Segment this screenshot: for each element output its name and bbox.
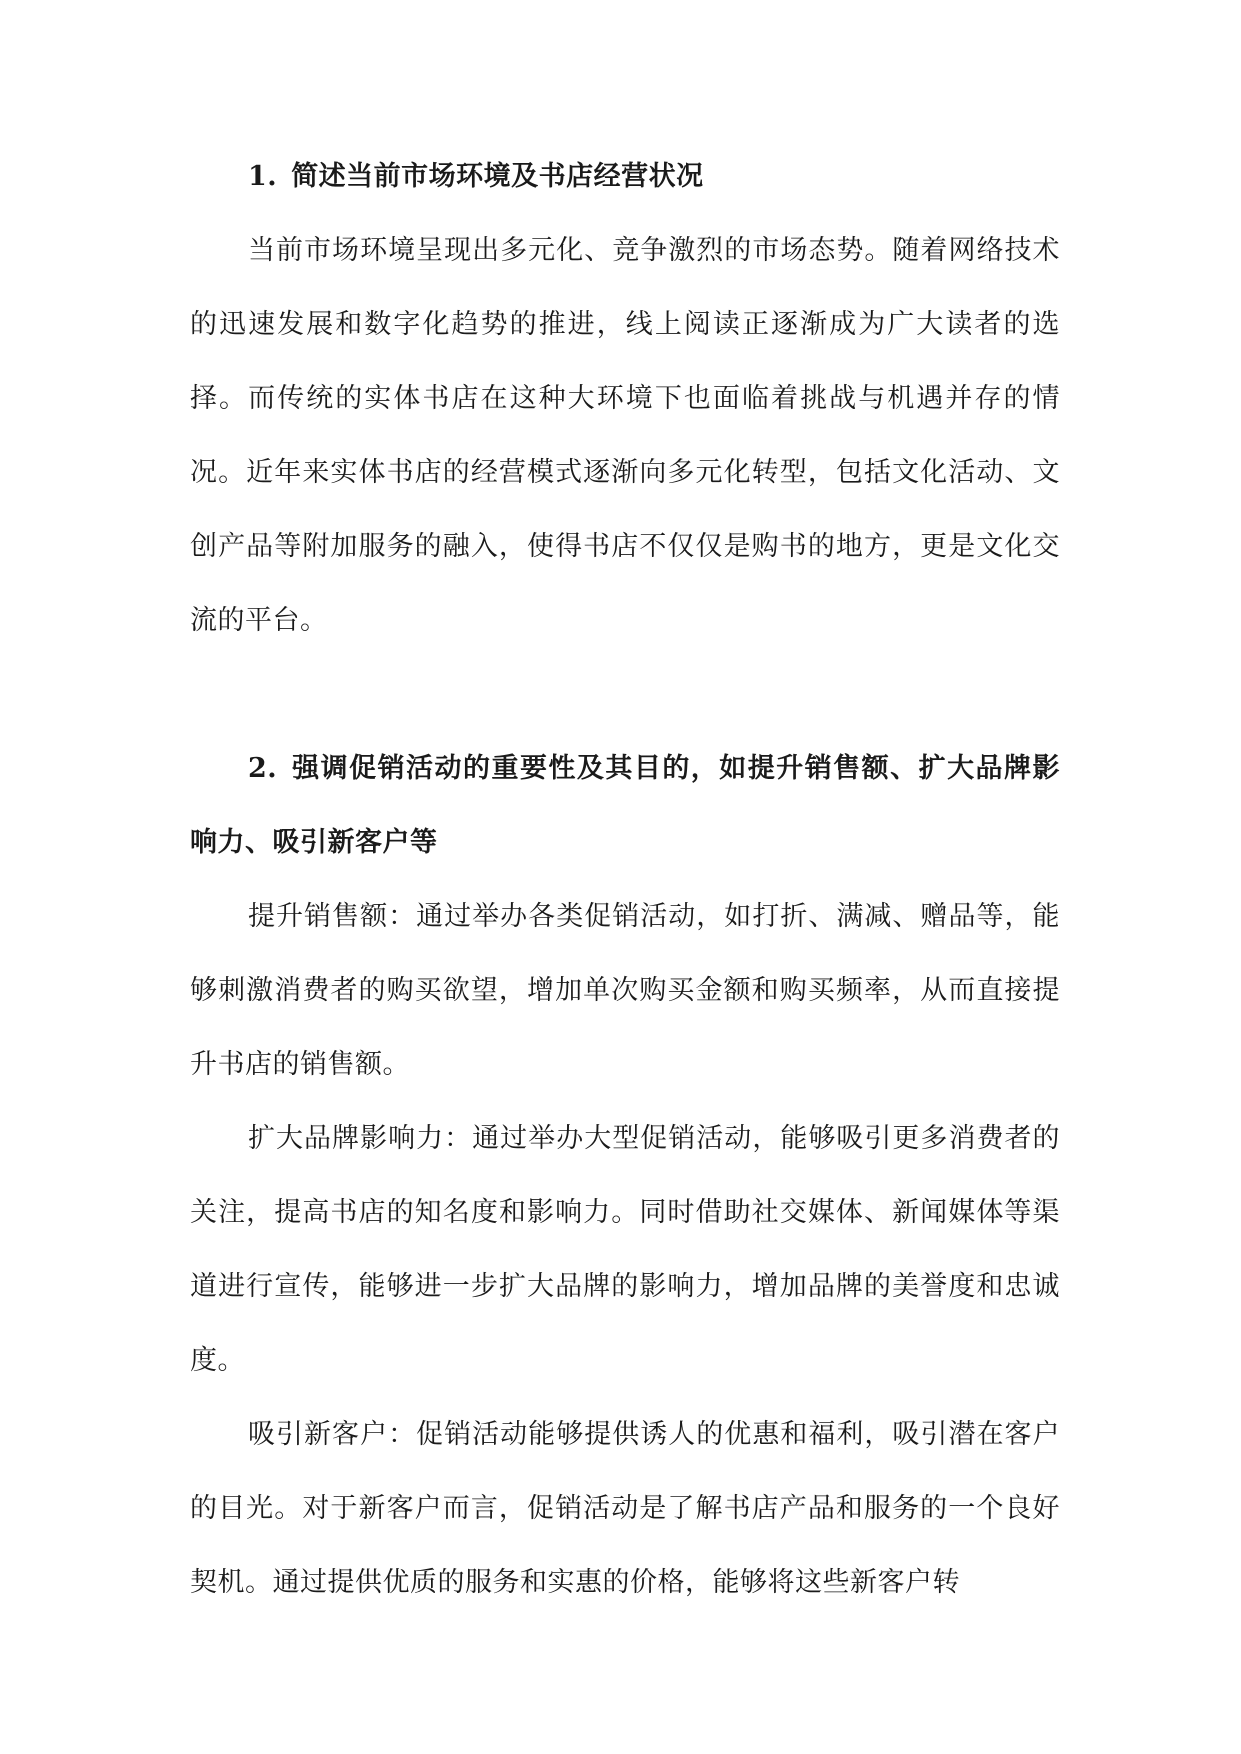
paragraph: 提升销售额：通过举办各类促销活动，如打折、满减、赠品等，能够刺激消费者的购买欲望，增加单次购买金额和购买频率，从而直接提升书店的销售额。 — [190, 901, 1060, 1080]
section-title: 简述当前市场环境及书店经营状况 — [291, 161, 704, 192]
section-heading-1 — [190, 140, 1060, 214]
paragraph: 扩大品牌影响力：通过举办大型促销活动，能够吸引更多消费者的关注，提高书店的知名度和影响力。同时借助社交媒体、新闻媒体等渠道进行宣传，能够进一步扩大品牌的影响力，增加品牌的美誉度和忠诚度。 — [190, 1123, 1060, 1376]
section-spacer — [190, 658, 1060, 732]
section-heading-2 — [190, 732, 1060, 880]
document-page — [190, 140, 1060, 1620]
paragraph: 吸引新客户：促销活动能够提供诱人的优惠和福利，吸引潜在客户的目光。对于新客户而言，促销活动是了解书店产品和服务的一个良好契机。通过提供优质的服务和实惠的价格，能够将这些新客户转 — [190, 1419, 1060, 1598]
paragraph: 当前市场环境呈现出多元化、竞争激烈的市场态势。随着网络技术的迅速发展和数字化趋势的推进，线上阅读正逐渐成为广大读者的选择。而传统的实体书店在这种大环境下也面临着挑战与机遇并存的情况。近年来实体书店的经营模式逐渐向多元化转型，包括文化活动、文创产品等附加服务的融入，使得书店不仅仅是购书的地方，更是文化交流的平台。 — [190, 235, 1060, 636]
section-number: 2. — [248, 753, 278, 784]
section-title: 强调促销活动的重要性及其目的，如提升销售额、扩大品牌影响力、吸引新客户等 — [190, 753, 1060, 858]
section-number: 1. — [248, 161, 278, 192]
